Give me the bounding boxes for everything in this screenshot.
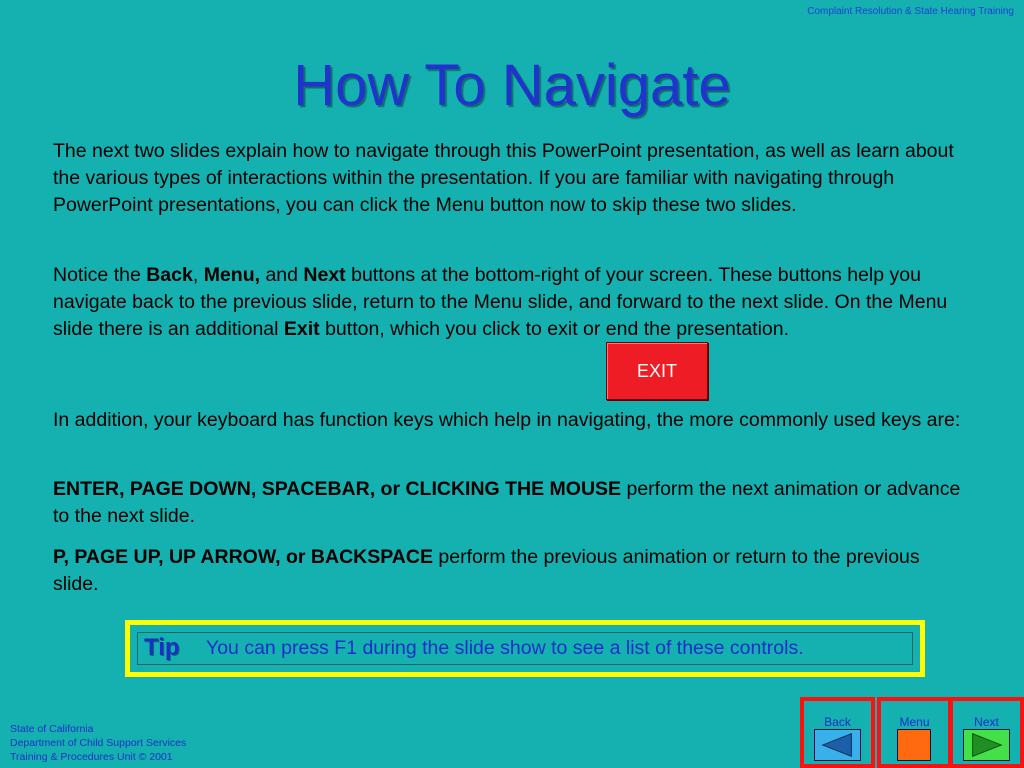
p2-exit-term: Exit [283,318,320,340]
next-arrow-icon[interactable] [963,729,1010,761]
exit-button[interactable]: EXIT [606,342,708,400]
menu-square-icon[interactable] [897,729,931,761]
forward-keys-paragraph [53,476,968,530]
footer-line-department: Department of Child Support Services [10,737,187,749]
p2-text-a: Notice the [53,264,147,286]
forward-keys-text: perform the next animation or advance to the next slide. [53,478,961,527]
back-button[interactable] [800,697,875,768]
menu-button[interactable] [877,697,952,768]
back-keys-text: perform the previous animation or return to the previous slide. [53,546,920,595]
p2-next-term: Next [303,264,346,286]
back-keys-paragraph [53,544,968,598]
back-label: Back [824,715,851,729]
tip-box [125,620,925,677]
p2-text-e: button, which you click to exit or end the presentation. [319,318,790,340]
p2-text-c: and [260,264,304,286]
p2-text-d: buttons at the bottom-right of your screen. These buttons help you navigate back to the previous slide, return to the Menu slide, and forward to the next slide. On the Menu slide there is an additional [53,264,948,340]
buttons-paragraph [53,262,968,343]
keyboard-paragraph: In addition, your keyboard has function keys which help in navigating, the more commonly used keys are: [53,409,961,431]
tip-label: Tip [144,634,180,661]
forward-keys: ENTER, PAGE DOWN, SPACEBAR, or CLICKING THE MOUSE [53,478,622,500]
footer [10,722,186,764]
back-keys: P, PAGE UP, UP ARROW, or BACKSPACE [53,546,433,568]
next-button[interactable] [949,697,1024,768]
p2-menu-term: Menu, [203,264,261,286]
footer-line-state: State of California [10,723,94,735]
page-title: How To Navigate [293,53,731,118]
intro-paragraph: The next two slides explain how to navigate through this PowerPoint presentation, as well as learn about the various types of interactions within the presentation. If you are familiar with navigating through PowerPoint presentations, you can click the Menu button now to skip these two slides. [53,140,954,216]
menu-label: Menu [899,715,930,729]
p2-back-term: Back [146,264,193,286]
footer-line-unit: Training & Procedures Unit © 2001 [10,751,173,763]
next-label: Next [974,715,999,729]
course-title: Complaint Resolution & State Hearing Training [807,6,1014,17]
p2-text-b: , [192,264,204,286]
tip-text: You can press F1 during the slide show to see a list of these controls. [206,637,804,659]
back-arrow-icon[interactable] [814,729,861,761]
